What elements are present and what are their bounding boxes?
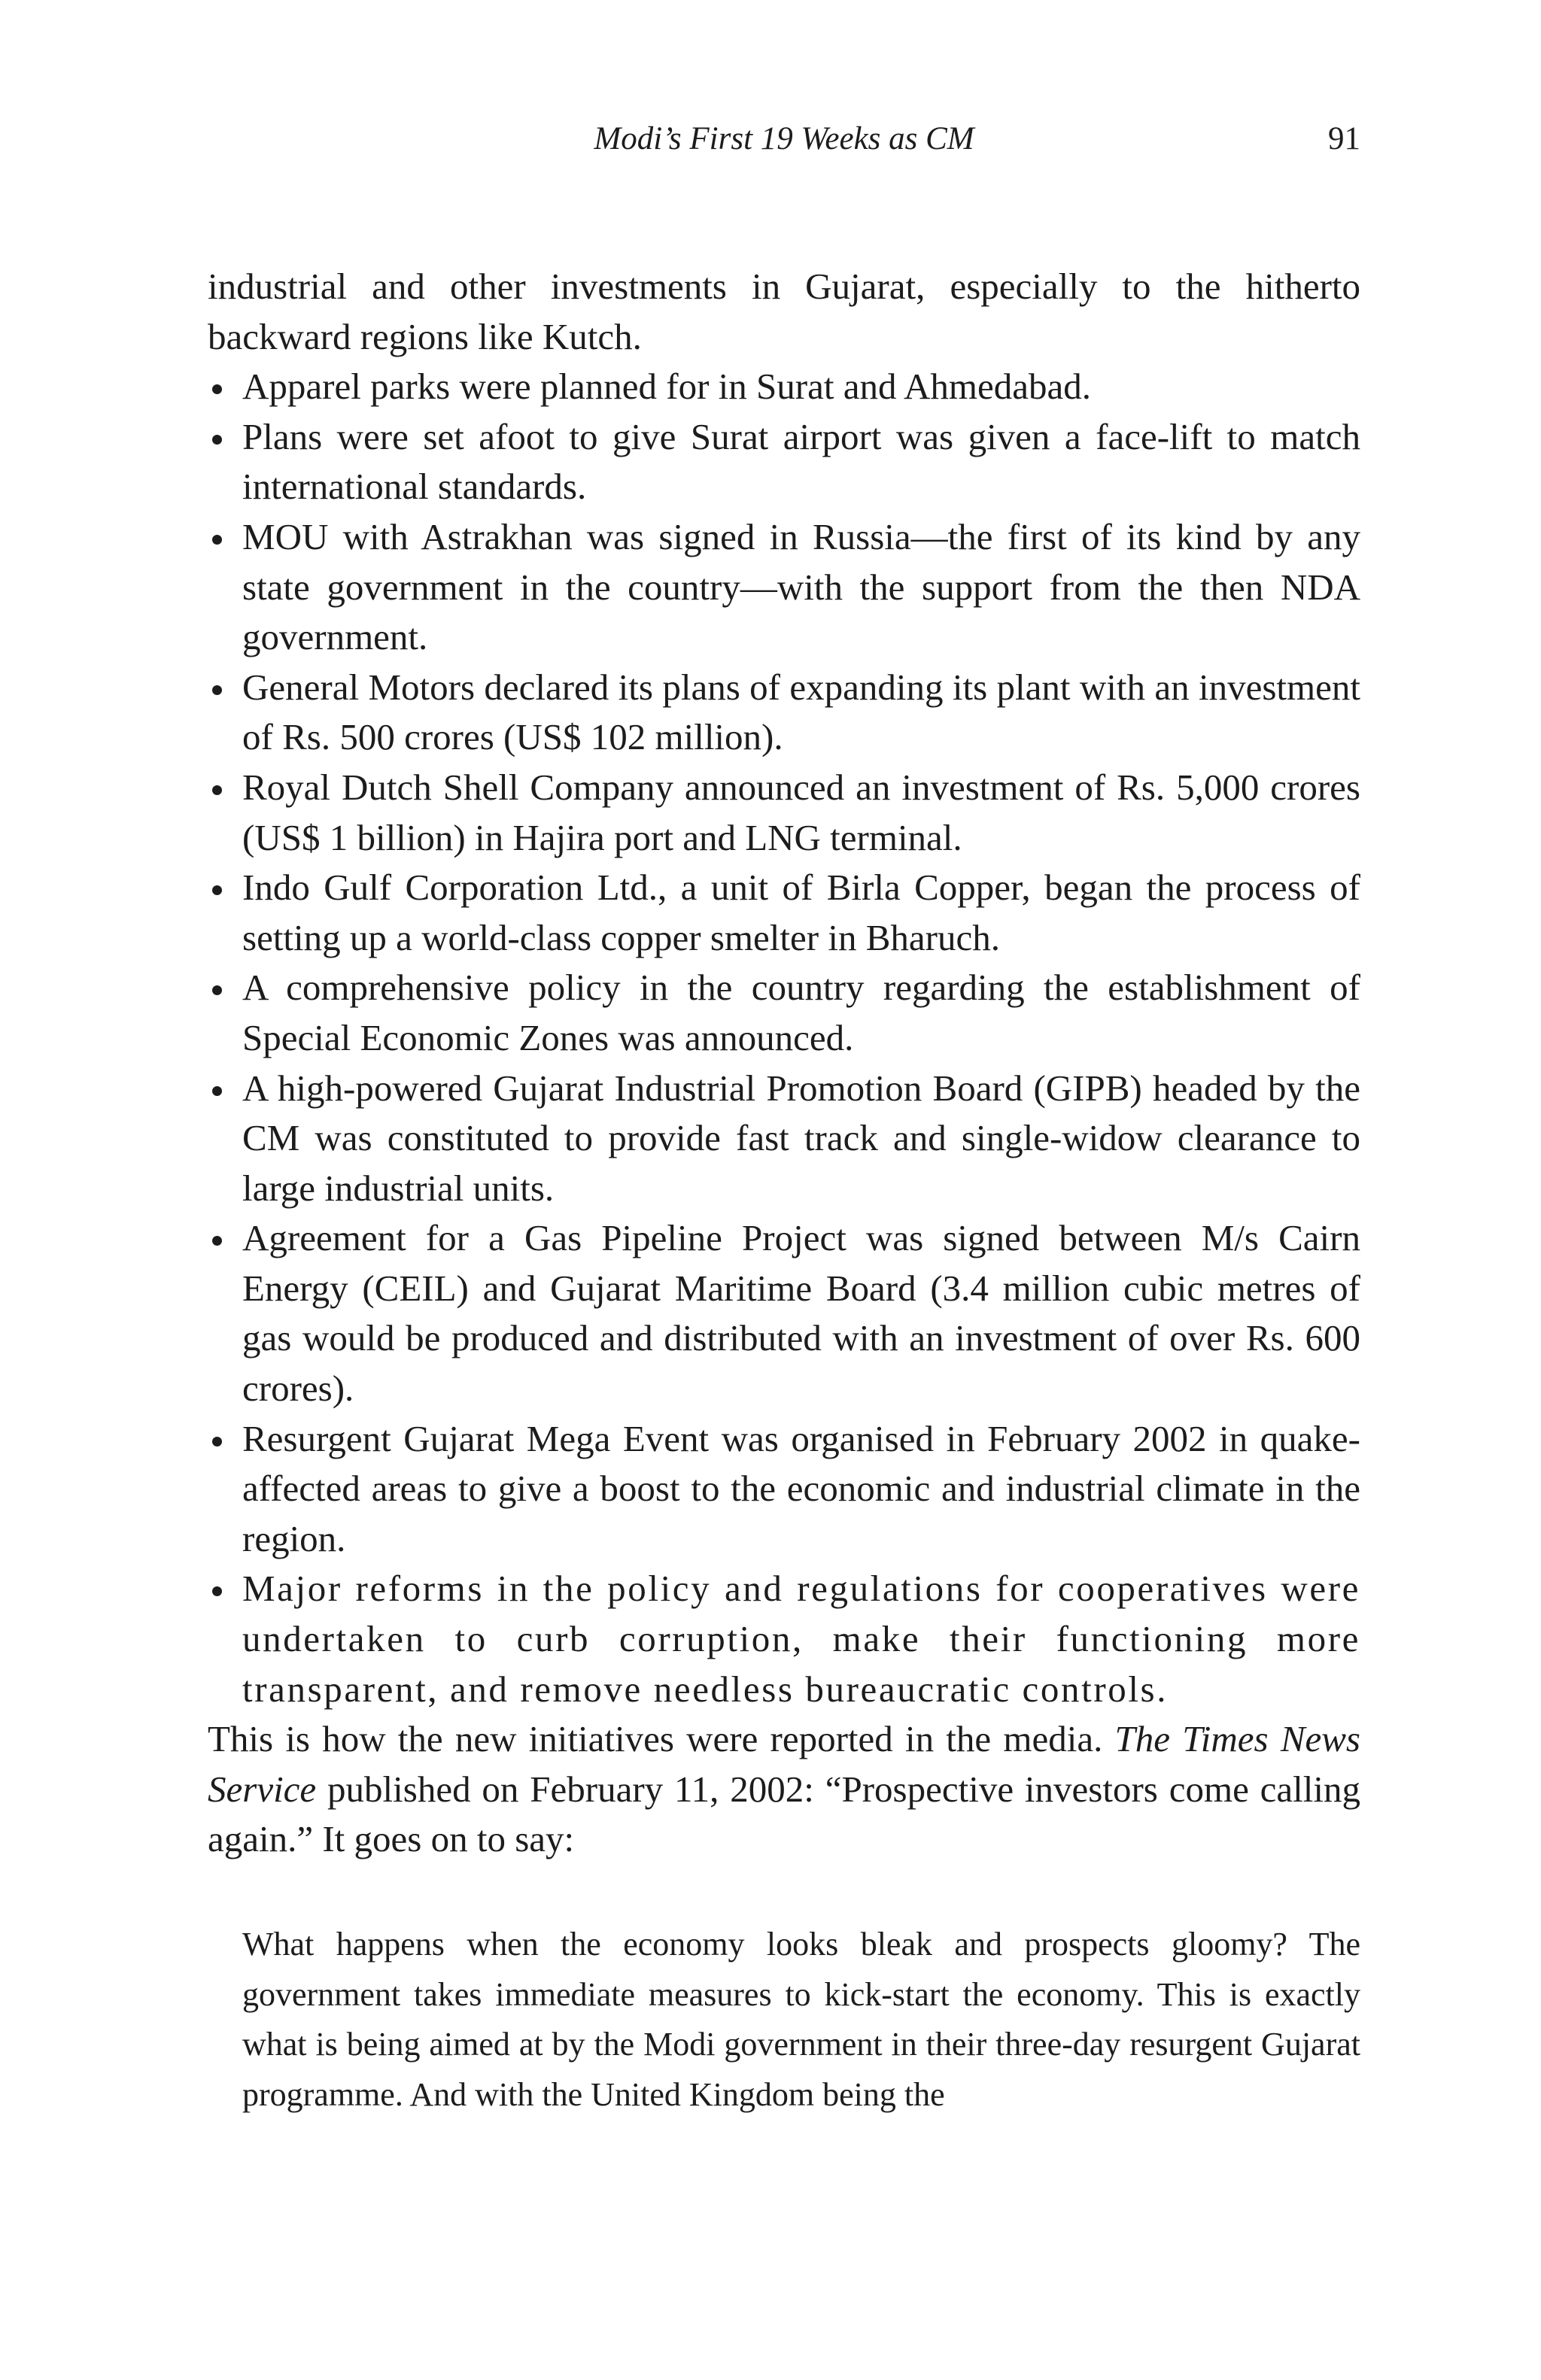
- list-item: Major reforms in the policy and regulations for cooperatives were undertaken to curb corruption, make their functioning more transparent, and remove needless bureaucratic controls.: [208, 1564, 1360, 1714]
- list-item: MOU with Astrakhan was signed in Russia—the first of its kind by any state government in the country—with the support from the then NDA government.: [208, 512, 1360, 663]
- list-item: Indo Gulf Corporation Ltd., a unit of Birla Copper, began the process of setting up a world-class copper smelter in Bharuch.: [208, 863, 1360, 963]
- closing-paragraph: [208, 1714, 1360, 1865]
- list-item: Agreement for a Gas Pipeline Project was signed between M/s Cairn Energy (CEIL) and Gujarat Maritime Board (3.4 million cubic metres of gas would be produced and distributed with an investment of over Rs. 600 crores).: [208, 1213, 1360, 1413]
- source-title: The Times News Service: [208, 1718, 1360, 1810]
- page-header: [208, 113, 1360, 165]
- list-item: A comprehensive policy in the country regarding the establishment of Special Economic Zones was announced.: [208, 963, 1360, 1063]
- intro-paragraph: industrial and other investments in Gujarat, especially to the hitherto backward regions like Kutch.: [208, 266, 1360, 357]
- list-item: Plans were set afoot to give Surat airport was given a face-lift to match international standards.: [208, 412, 1360, 512]
- list-item: A high-powered Gujarat Industrial Promotion Board (GIPB) headed by the CM was constituted to provide fast track and single-widow clearance to large industrial units.: [208, 1064, 1360, 1214]
- running-title: Modi’s First 19 Weeks as CM: [594, 121, 974, 156]
- page-number: 91: [1328, 121, 1360, 156]
- list-item: General Motors declared its plans of expanding its plant with an investment of Rs. 500 crores (US$ 102 million).: [208, 663, 1360, 763]
- closing-lead: This is how the new initiatives were reported in the media.: [208, 1718, 1115, 1760]
- list-item: Apparel parks were planned for in Surat and Ahmedabad.: [208, 362, 1360, 412]
- closing-middle: published on February 11, 2002: “Prospective investors come calling again.” It goes on to say:: [208, 1768, 1360, 1860]
- main-text: [208, 262, 1360, 1865]
- list-item: Royal Dutch Shell Company announced an investment of Rs. 5,000 crores (US$ 1 billion) in Hajira port and LNG terminal.: [208, 763, 1360, 863]
- initiatives-list: [208, 362, 1360, 1714]
- list-item: Resurgent Gujarat Mega Event was organised in February 2002 in quake-affected areas to give a boost to the economic and industrial climate in the region.: [208, 1414, 1360, 1565]
- block-quote: What happens when the economy looks bleak and prospects gloomy? The government takes immediate measures to kick-start the economy. This is exactly what is being aimed at by the Modi government in their three-day resurgent Gujarat programme. And with the United Kingdom being the: [242, 1926, 1360, 2113]
